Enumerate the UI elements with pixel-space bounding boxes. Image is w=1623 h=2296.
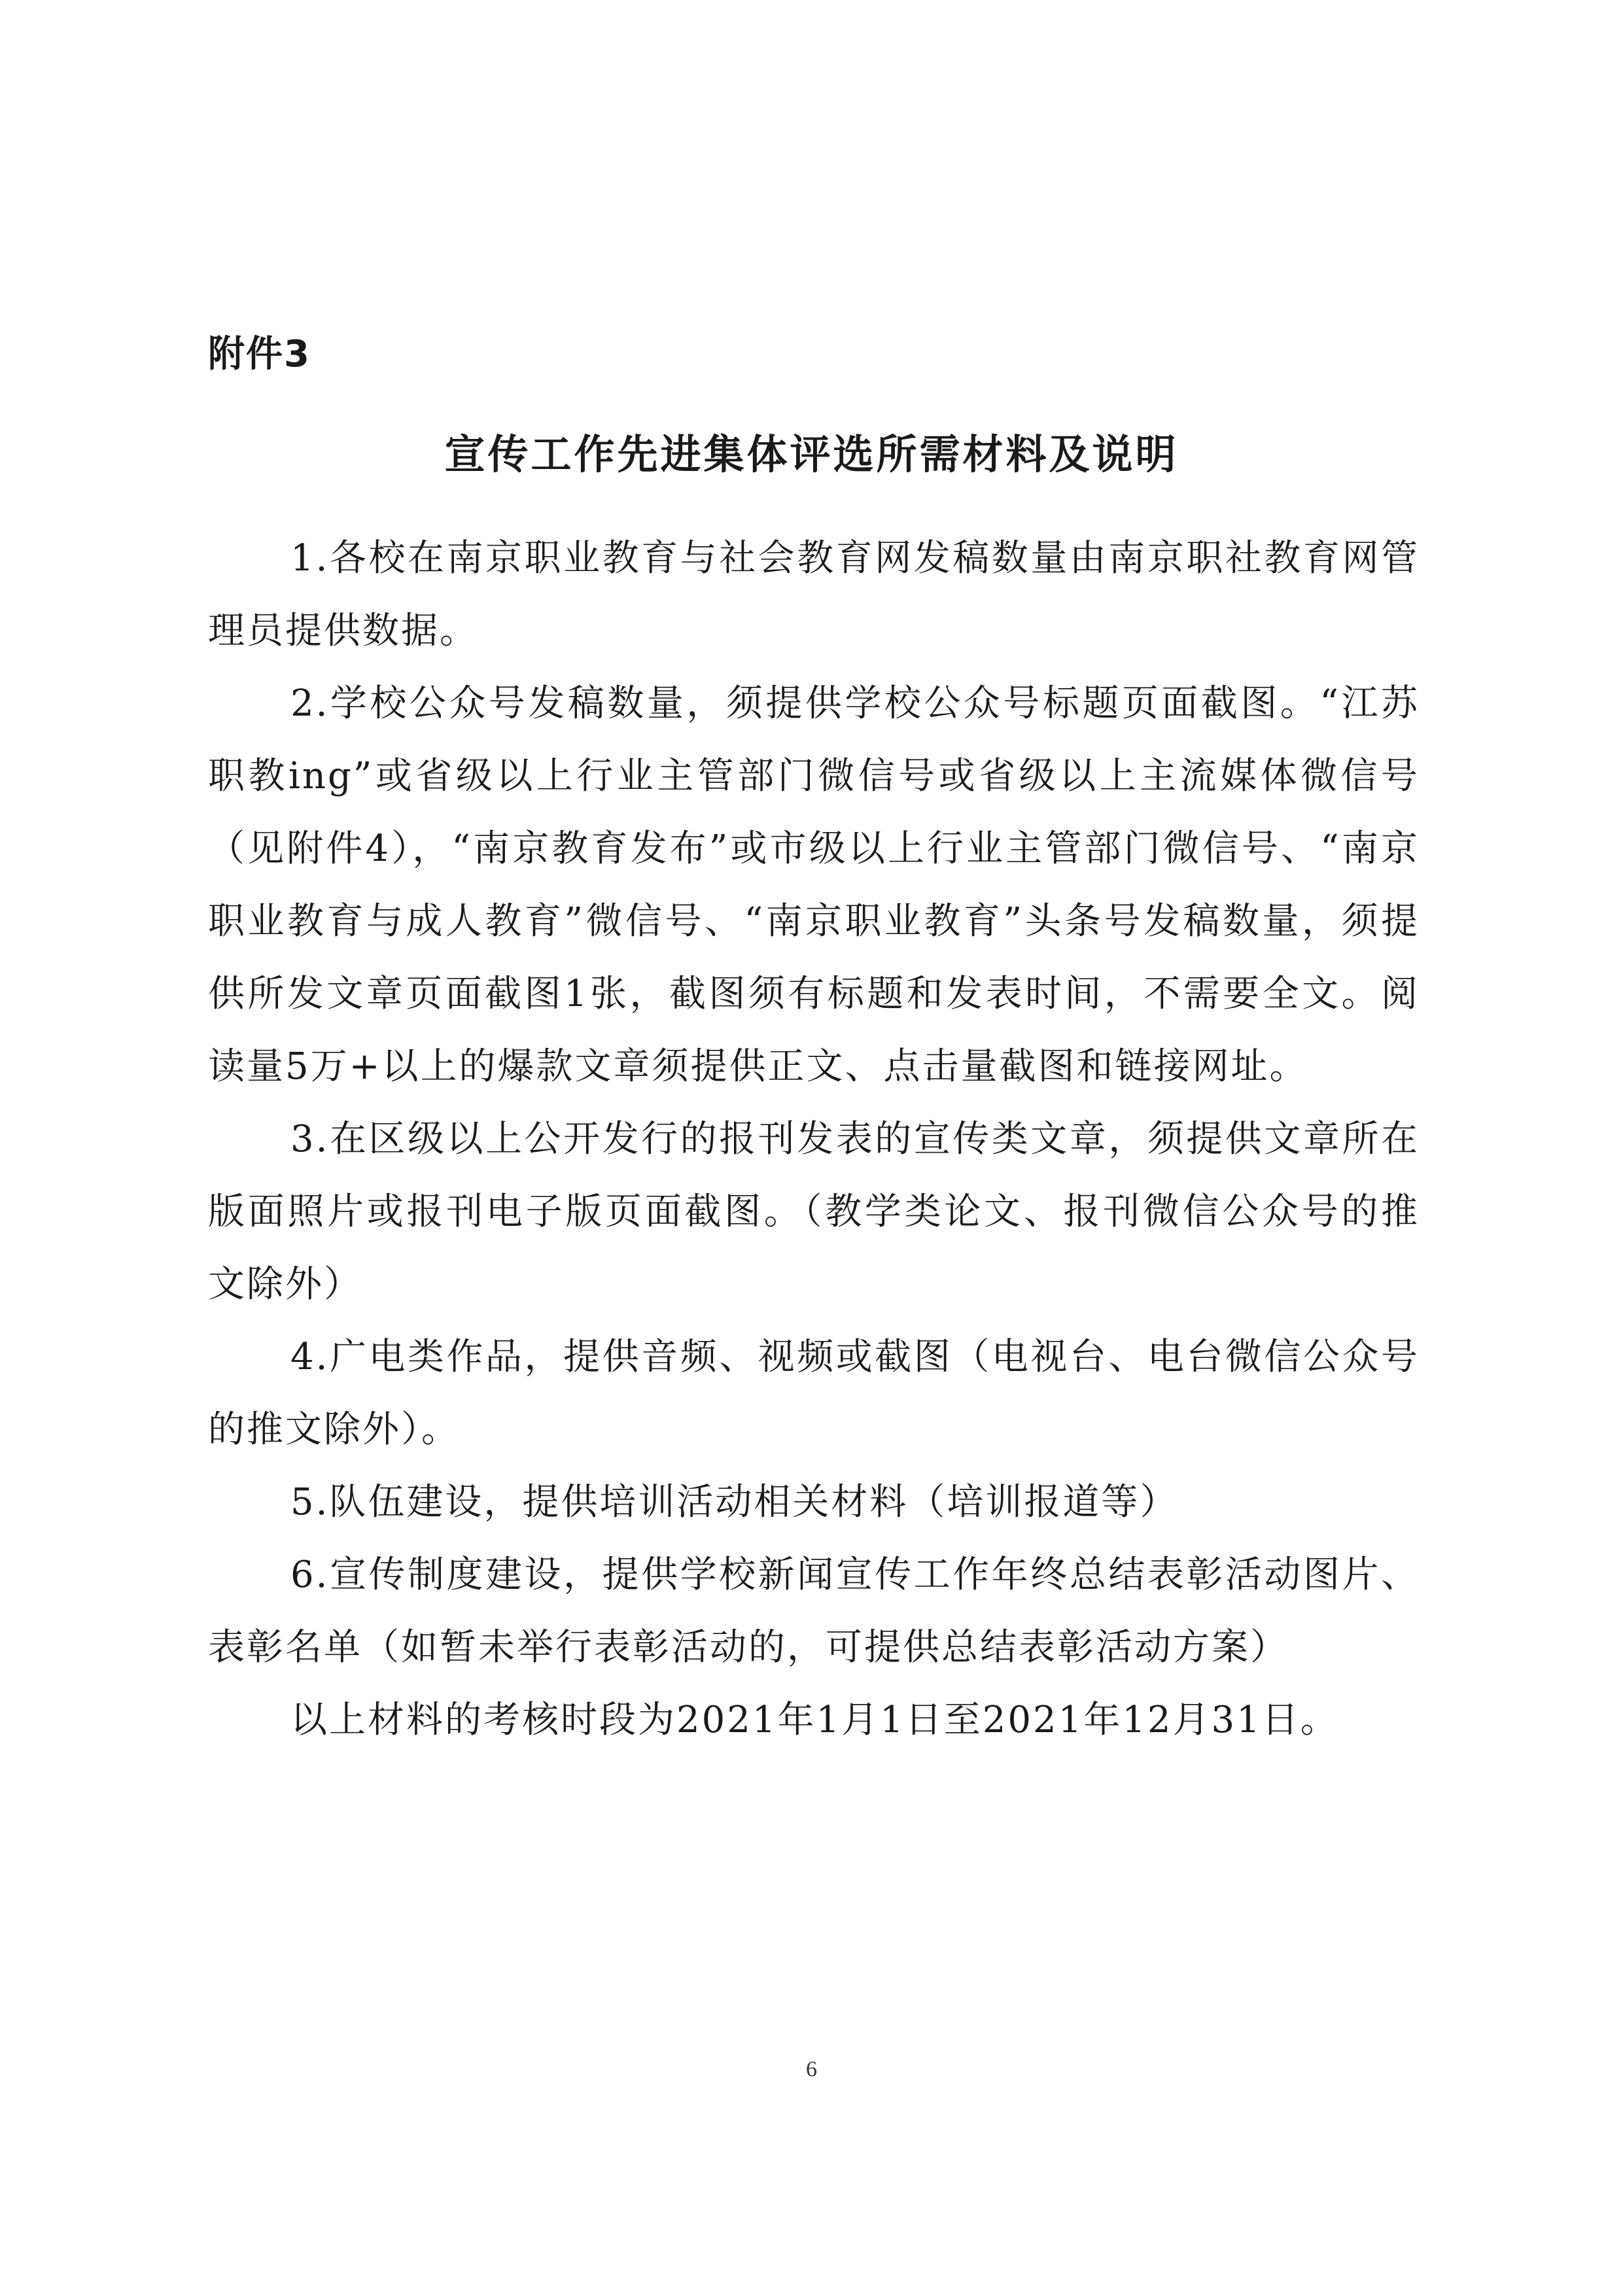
assessment-period-note: 以上材料的考核时段为2021年1月1日至2021年12月31日。 xyxy=(290,1699,1339,1741)
paragraph-item-2: 2.学校公众号发稿数量，须提供学校公众号标题页面截图。“江苏职教ing”或省级以上行业主管部门微信号或省级以上主流媒体微信号（见附件4），“南京教育发布”或市级以上行业主管部门微信号、“南京职业教育与成人教育”微信号、“南京职业教育”头条号发稿数量，须提供所发文章页面截图1张，截图须有标题和发表时间，不需要全文。阅读量5万+以上的爆款文章须提供正文、点击量截图和链接网址。 xyxy=(208,682,1420,1088)
paragraph-item-5: 5.队伍建设，提供培训活动相关材料（培训报道等） xyxy=(290,1481,1179,1523)
document-title: 宣传工作先进集体评选所需材料及说明 xyxy=(444,430,1179,478)
paragraph-item-1: 1.各校在南京职业教育与社会教育网发稿数量由南京职社教育网管理员提供数据。 xyxy=(208,537,1420,652)
page-number: 6 xyxy=(806,2057,817,2081)
paragraph-item-6: 6.宣传制度建设，提供学校新闻宣传工作年终总结表彰活动图片、表彰名单（如暂未举行表彰活动的，可提供总结表彰活动方案） xyxy=(208,1554,1420,1669)
paragraph-item-3: 3.在区级以上公开发行的报刊发表的宣传类文章，须提供文章所在版面照片或报刊电子版页面截图。（教学类论文、报刊微信公众号的推文除外） xyxy=(208,1118,1420,1306)
document-body xyxy=(208,522,1420,1756)
paragraph-item-4: 4.广电类作品，提供音频、视频或截图（电视台、电台微信公众号的推文除外）。 xyxy=(208,1336,1420,1451)
attachment-label: 附件3 xyxy=(208,333,311,375)
